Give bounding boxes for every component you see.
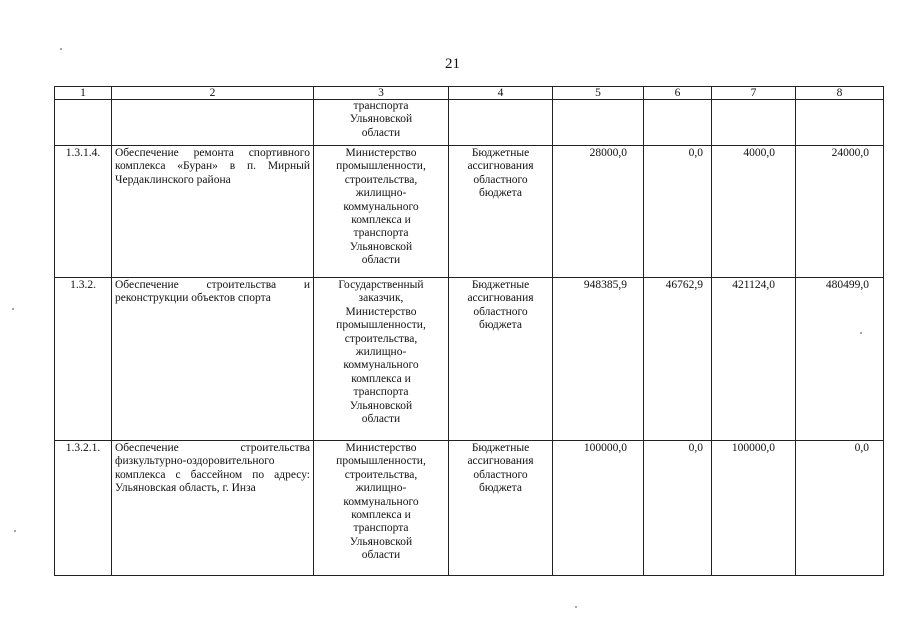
scan-speck <box>575 606 577 608</box>
executor: Министерство промышленности, строительства, жилищно- коммунального комплекса и транспорта Ульяновской области <box>314 441 449 576</box>
executor: Министерство промышленности, строительства, жилищно- коммунального комплекса и транспорта Ульяновской области <box>314 146 449 278</box>
measure-name <box>112 100 314 146</box>
page-number: 21 <box>445 56 460 72</box>
value-year-3 <box>796 100 884 146</box>
value-year-2: 4000,0 <box>712 146 796 278</box>
funding-source <box>449 100 553 146</box>
funding-source: Бюджетные ассигнования областного бюджета <box>449 146 553 278</box>
executor: транспорта Ульяновской области <box>314 100 449 146</box>
funding-source: Бюджетные ассигнования областного бюджета <box>449 278 553 441</box>
value-year-2 <box>712 100 796 146</box>
value-year-1: 0,0 <box>644 441 712 576</box>
table-row <box>55 441 884 576</box>
header-cell: 2 <box>112 87 314 100</box>
value-total: 28000,0 <box>553 146 644 278</box>
value-total <box>553 100 644 146</box>
header-cell: 6 <box>644 87 712 100</box>
header-cell: 3 <box>314 87 449 100</box>
table-row <box>55 278 884 441</box>
scan-speck <box>60 48 62 50</box>
row-number <box>55 100 112 146</box>
scan-speck <box>860 332 862 334</box>
header-cell: 4 <box>449 87 553 100</box>
header-cell: 5 <box>553 87 644 100</box>
measure-name: Обеспечение ремонта спортивного комплекса «Буран» в п. Мирный Чердаклинского района <box>112 146 314 278</box>
measure-name: Обеспечение строительства и реконструкции объектов спорта <box>112 278 314 441</box>
executor: Государственный заказчик, Министерство промышленности, строительства, жилищно- коммунального комплекса и транспорта Ульяновской области <box>314 278 449 441</box>
value-year-1 <box>644 100 712 146</box>
value-total: 948385,9 <box>553 278 644 441</box>
table-row <box>55 146 884 278</box>
header-cell: 7 <box>712 87 796 100</box>
value-year-2: 421124,0 <box>712 278 796 441</box>
scan-speck <box>12 308 14 310</box>
value-year-3: 24000,0 <box>796 146 884 278</box>
value-total: 100000,0 <box>553 441 644 576</box>
value-year-3: 0,0 <box>796 441 884 576</box>
row-number: 1.3.2.1. <box>55 441 112 576</box>
header-cell: 8 <box>796 87 884 100</box>
row-number: 1.3.2. <box>55 278 112 441</box>
value-year-2: 100000,0 <box>712 441 796 576</box>
value-year-1: 46762,9 <box>644 278 712 441</box>
budget-table <box>54 86 884 576</box>
measure-name: Обеспечение строительства физкультурно-оздоровительного комплекса с бассейном по адресу: Ульяновская область, г. Инза <box>112 441 314 576</box>
scan-speck <box>14 530 16 532</box>
table-row <box>55 100 884 146</box>
value-year-1: 0,0 <box>644 146 712 278</box>
value-year-3: 480499,0 <box>796 278 884 441</box>
header-row <box>55 87 884 100</box>
funding-source: Бюджетные ассигнования областного бюджета <box>449 441 553 576</box>
row-number: 1.3.1.4. <box>55 146 112 278</box>
header-cell: 1 <box>55 87 112 100</box>
